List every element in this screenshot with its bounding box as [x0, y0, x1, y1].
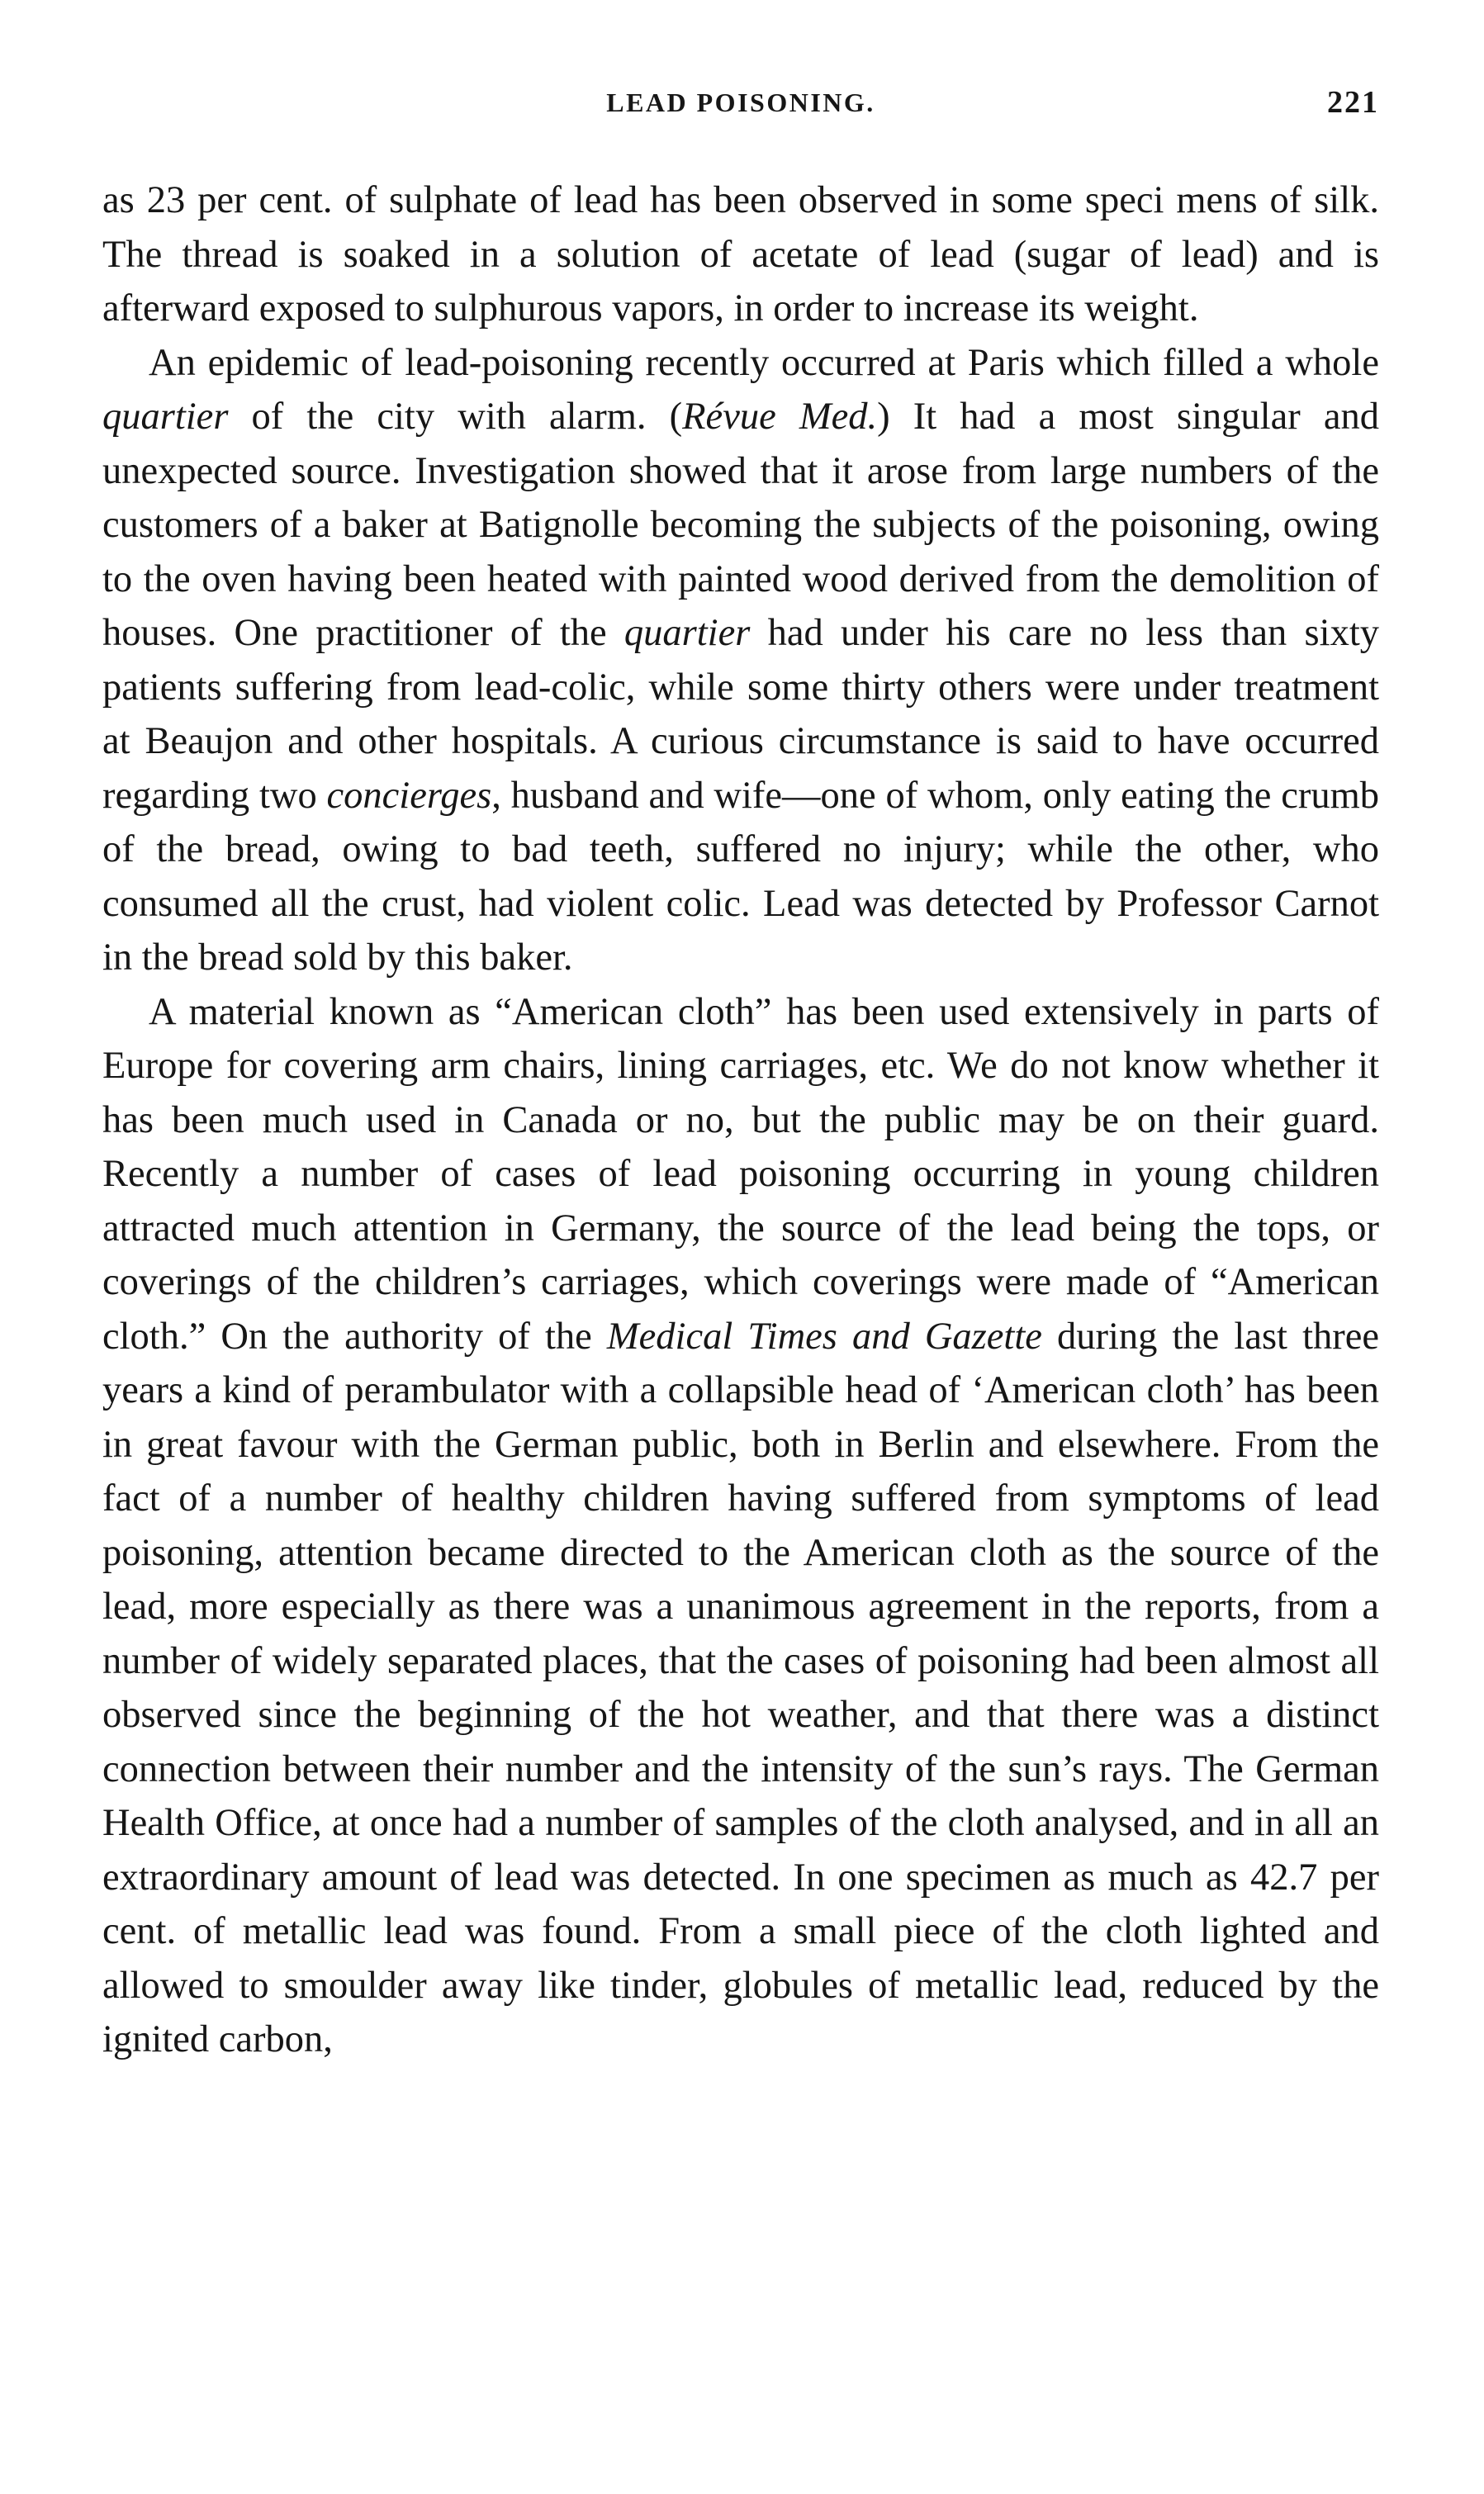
- paragraph: [102, 336, 1379, 985]
- text-run: , husband and wife—one of whom, only eating the crumb of the bread, owing to bad teeth, suffered no injury; while the other, who consumed all the crust, had violent colic. Lead was detected by Professor Carnot in the bread sold by this baker.: [102, 774, 1379, 979]
- running-head: [102, 84, 1379, 134]
- italic-text: quartier: [102, 396, 229, 438]
- paragraph: [102, 173, 1379, 336]
- text-run: had under his care no less than sixty patients suffering from lead-colic, while some thirty others were under treatment at Beaujon and other hospitals. A curious circumstance is said to have occurred regarding two: [102, 612, 1379, 817]
- text-run: during the last three years a kind of perambulator with a collapsible head of ‘American cloth’ has been in great favour with the German public, both in Berlin and elsewhere. From the fact of a number of healthy children having suffered from symptoms of lead poisoning, attention became directed to the American cloth as the source of the lead, more especially as there was a unanimous agreement in the reports, from a number of widely separated places, that the cases of poisoning had been almost all observed since the beginning of the hot weather, and that there was a distinct connection between their number and the intensity of the sun’s rays. The German Health Office, at once had a number of samples of the cloth analysed, and in all an extraordinary amount of lead was detected. In one specimen as much as 42.7 per cent. of metallic lead was found. From a small piece of the cloth lighted and allowed to smoulder away like tinder, globules of metallic lead, reduced by the ignited carbon,: [102, 1315, 1380, 2060]
- body-text: [102, 173, 1379, 2067]
- italic-text: Medical Times and Gazette: [606, 1315, 1042, 1358]
- page-number: 221: [1327, 85, 1379, 120]
- text-run: A material known as “American cloth” has been used extensively in parts of Europe for covering arm chairs, lining carriages, etc. We do not know whether it has been much used in Canada or no, but the public may be on their guard. Recently a number of cases of lead poisoning occurring in young children attracted much attention in Germany, the source of the lead being the tops, or coverings of the children’s carriages, which coverings were made of “American cloth.” On the authority of the: [102, 990, 1379, 1358]
- italic-text: concierges: [326, 774, 492, 817]
- running-head-title: LEAD POISONING.: [606, 88, 875, 117]
- text-run: An epidemic of lead-poisoning recently occurred at Paris which filled a whole: [149, 341, 1379, 384]
- text-run: of the city with alarm. (: [228, 396, 683, 438]
- italic-text: quartier: [623, 612, 751, 654]
- italic-text: Révue Med.: [682, 396, 878, 438]
- paragraph: [102, 985, 1379, 2067]
- text-run: ) It had a most singular and unexpected source. Investigation showed that it arose from large numbers of the customers of a baker at Batignolle becoming the subjects of the poisoning, owing to the oven having been heated with painted wood derived from the demolition of houses. One practitioner of the: [102, 396, 1379, 654]
- text-run: as 23 per cent. of sulphate of lead has been observed in some speci mens of silk. The thread is soaked in a solution of acetate of lead (sugar of lead) and is afterward exposed to sulphurous vapors, in order to increase its weight.: [102, 179, 1379, 330]
